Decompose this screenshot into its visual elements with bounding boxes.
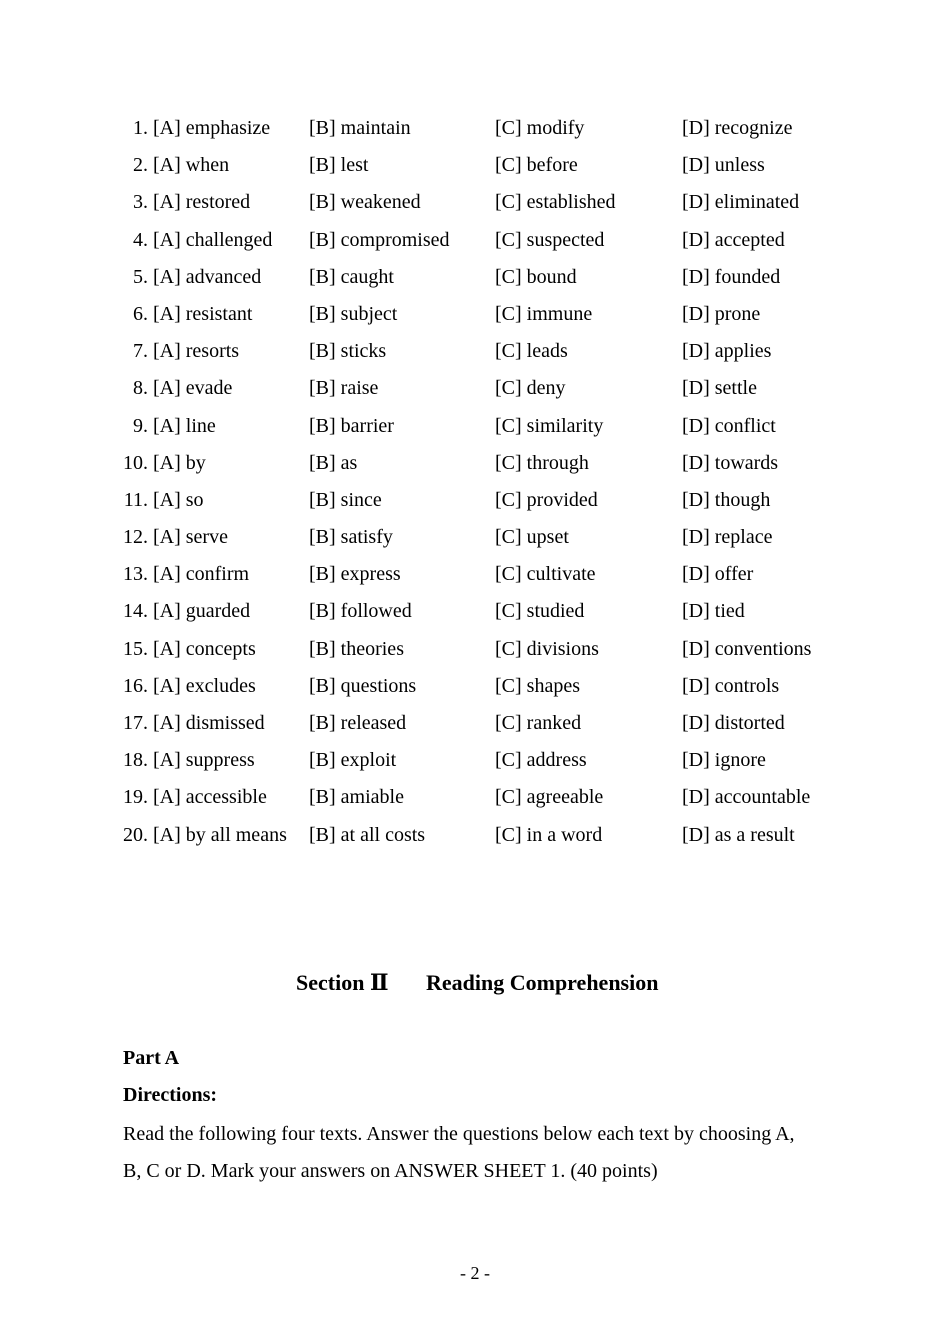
question-row xyxy=(0,593,950,630)
option-d: [D] replace xyxy=(682,526,773,549)
question-row xyxy=(0,817,950,854)
question-number: 9. xyxy=(133,414,148,437)
option-d: [D] controls xyxy=(682,674,780,697)
option-c: [C] address xyxy=(495,749,587,772)
option-a: [A] accessible xyxy=(153,786,267,809)
question-row xyxy=(0,482,950,519)
option-b: [B] barrier xyxy=(309,414,394,437)
option-d: [D] tied xyxy=(682,600,745,623)
question-number: 8. xyxy=(133,377,148,400)
option-b: [B] sticks xyxy=(309,340,387,363)
question-number: 11. xyxy=(123,488,148,511)
option-c: [C] before xyxy=(495,154,578,177)
option-a: [A] advanced xyxy=(153,265,262,288)
question-number: 14. xyxy=(123,600,148,623)
question-row xyxy=(0,408,950,445)
option-a: [A] restored xyxy=(153,191,251,214)
question-row xyxy=(0,668,950,705)
option-d: [D] though xyxy=(682,488,771,511)
question-number: 12. xyxy=(123,526,148,549)
question-number: 1. xyxy=(133,117,148,139)
question-number: 10. xyxy=(123,451,148,474)
option-a: [A] so xyxy=(153,488,204,511)
question-row xyxy=(0,259,950,296)
section-heading xyxy=(0,966,950,1000)
question-row xyxy=(0,519,950,556)
question-row xyxy=(0,110,950,147)
question-row xyxy=(0,296,950,333)
option-d: [D] distorted xyxy=(682,712,785,734)
option-b: [B] express xyxy=(309,563,401,586)
option-a: [A] serve xyxy=(153,526,228,549)
question-row xyxy=(0,742,950,779)
question-number: 7. xyxy=(133,340,148,363)
option-d: [D] eliminated xyxy=(682,191,800,214)
option-c: [C] deny xyxy=(495,377,566,400)
question-row xyxy=(0,333,950,370)
question-row xyxy=(0,705,950,742)
option-a: [A] evade xyxy=(153,377,233,400)
option-b: [B] compromised xyxy=(309,228,450,251)
option-d: [D] accepted xyxy=(682,228,785,251)
option-d: [D] settle xyxy=(682,377,757,400)
option-c: [C] divisions xyxy=(495,637,599,660)
option-a: [A] dismissed xyxy=(153,712,265,734)
question-row xyxy=(0,631,950,668)
option-c: [C] agreeable xyxy=(495,786,604,809)
option-b: [B] exploit xyxy=(309,749,397,772)
option-c: [C] shapes xyxy=(495,674,580,697)
directions-text xyxy=(123,1116,843,1190)
option-c: [C] leads xyxy=(495,340,568,363)
question-number: 20. xyxy=(123,823,148,846)
option-b: [B] theories xyxy=(309,637,404,660)
question-number: 15. xyxy=(123,637,148,660)
option-b: [B] maintain xyxy=(309,117,411,139)
option-d: [D] as a result xyxy=(682,823,795,846)
directions-line: Read the following four texts. Answer the questions below each text by choosing A, xyxy=(123,1123,795,1145)
option-c: [C] established xyxy=(495,191,616,214)
question-number: 3. xyxy=(133,191,148,214)
option-c: [C] in a word xyxy=(495,823,603,846)
option-d: [D] founded xyxy=(682,265,781,288)
option-b: [B] weakened xyxy=(309,191,421,214)
option-b: [B] caught xyxy=(309,265,394,288)
option-d: [D] accountable xyxy=(682,786,811,809)
option-a: [A] confirm xyxy=(153,563,250,586)
option-d: [D] applies xyxy=(682,340,772,363)
option-a: [A] excludes xyxy=(153,674,256,697)
question-row xyxy=(0,147,950,184)
directions-line: B, C or D. Mark your answers on ANSWER SHEET 1. (40 points) xyxy=(123,1160,658,1182)
option-d: [D] conflict xyxy=(682,414,776,437)
question-row xyxy=(0,370,950,407)
section-label: Section Ⅱ xyxy=(296,970,389,995)
option-a: [A] guarded xyxy=(153,600,251,623)
section-name: Reading Comprehension xyxy=(426,970,659,995)
option-d: [D] conventions xyxy=(682,637,812,660)
option-c: [C] bound xyxy=(495,265,577,288)
question-row xyxy=(0,779,950,816)
option-c: [C] upset xyxy=(495,526,569,549)
question-number: 17. xyxy=(123,712,148,734)
option-c: [C] immune xyxy=(495,302,593,325)
option-c: [C] through xyxy=(495,451,589,474)
option-a: [A] concepts xyxy=(153,637,256,660)
option-d: [D] ignore xyxy=(682,749,766,772)
option-b: [B] as xyxy=(309,451,358,474)
option-a: [A] when xyxy=(153,154,230,177)
option-c: [C] cultivate xyxy=(495,563,596,586)
question-number: 16. xyxy=(123,674,148,697)
directions-label: Directions: xyxy=(123,1084,218,1106)
question-number: 4. xyxy=(133,228,148,251)
option-a: [A] resistant xyxy=(153,302,253,325)
option-d: [D] unless xyxy=(682,154,765,177)
option-c: [C] suspected xyxy=(495,228,605,251)
option-d: [D] towards xyxy=(682,451,779,474)
option-a: [A] by all means xyxy=(153,823,287,846)
question-number: 6. xyxy=(133,302,148,325)
option-b: [B] amiable xyxy=(309,786,404,809)
option-c: [C] ranked xyxy=(495,712,582,734)
option-b: [B] lest xyxy=(309,154,369,177)
question-row xyxy=(0,184,950,221)
question-number: 19. xyxy=(123,786,148,809)
question-list xyxy=(0,110,950,854)
page-number: - 2 - xyxy=(460,1263,490,1283)
question-number: 2. xyxy=(133,154,148,177)
question-number: 5. xyxy=(133,265,148,288)
option-a: [A] line xyxy=(153,414,216,437)
question-number: 18. xyxy=(123,749,148,772)
option-a: [A] by xyxy=(153,451,206,474)
question-number: 13. xyxy=(123,563,148,586)
option-b: [B] satisfy xyxy=(309,526,393,549)
option-a: [A] suppress xyxy=(153,749,255,772)
option-b: [B] subject xyxy=(309,302,398,325)
option-a: [A] resorts xyxy=(153,340,240,363)
option-b: [B] questions xyxy=(309,674,417,697)
option-c: [C] modify xyxy=(495,117,585,139)
question-row xyxy=(0,556,950,593)
option-a: [A] challenged xyxy=(153,228,273,251)
option-d: [D] recognize xyxy=(682,117,793,139)
option-b: [B] followed xyxy=(309,600,412,623)
question-row xyxy=(0,445,950,482)
option-d: [D] prone xyxy=(682,302,761,325)
option-d: [D] offer xyxy=(682,563,754,586)
option-b: [B] since xyxy=(309,488,382,511)
option-b: [B] released xyxy=(309,712,407,734)
option-a: [A] emphasize xyxy=(153,117,271,139)
question-row xyxy=(0,222,950,259)
option-c: [C] provided xyxy=(495,488,598,511)
option-b: [B] raise xyxy=(309,377,379,400)
part-title: Part A xyxy=(123,1047,180,1069)
option-c: [C] studied xyxy=(495,600,585,623)
option-b: [B] at all costs xyxy=(309,823,426,846)
option-c: [C] similarity xyxy=(495,414,604,437)
